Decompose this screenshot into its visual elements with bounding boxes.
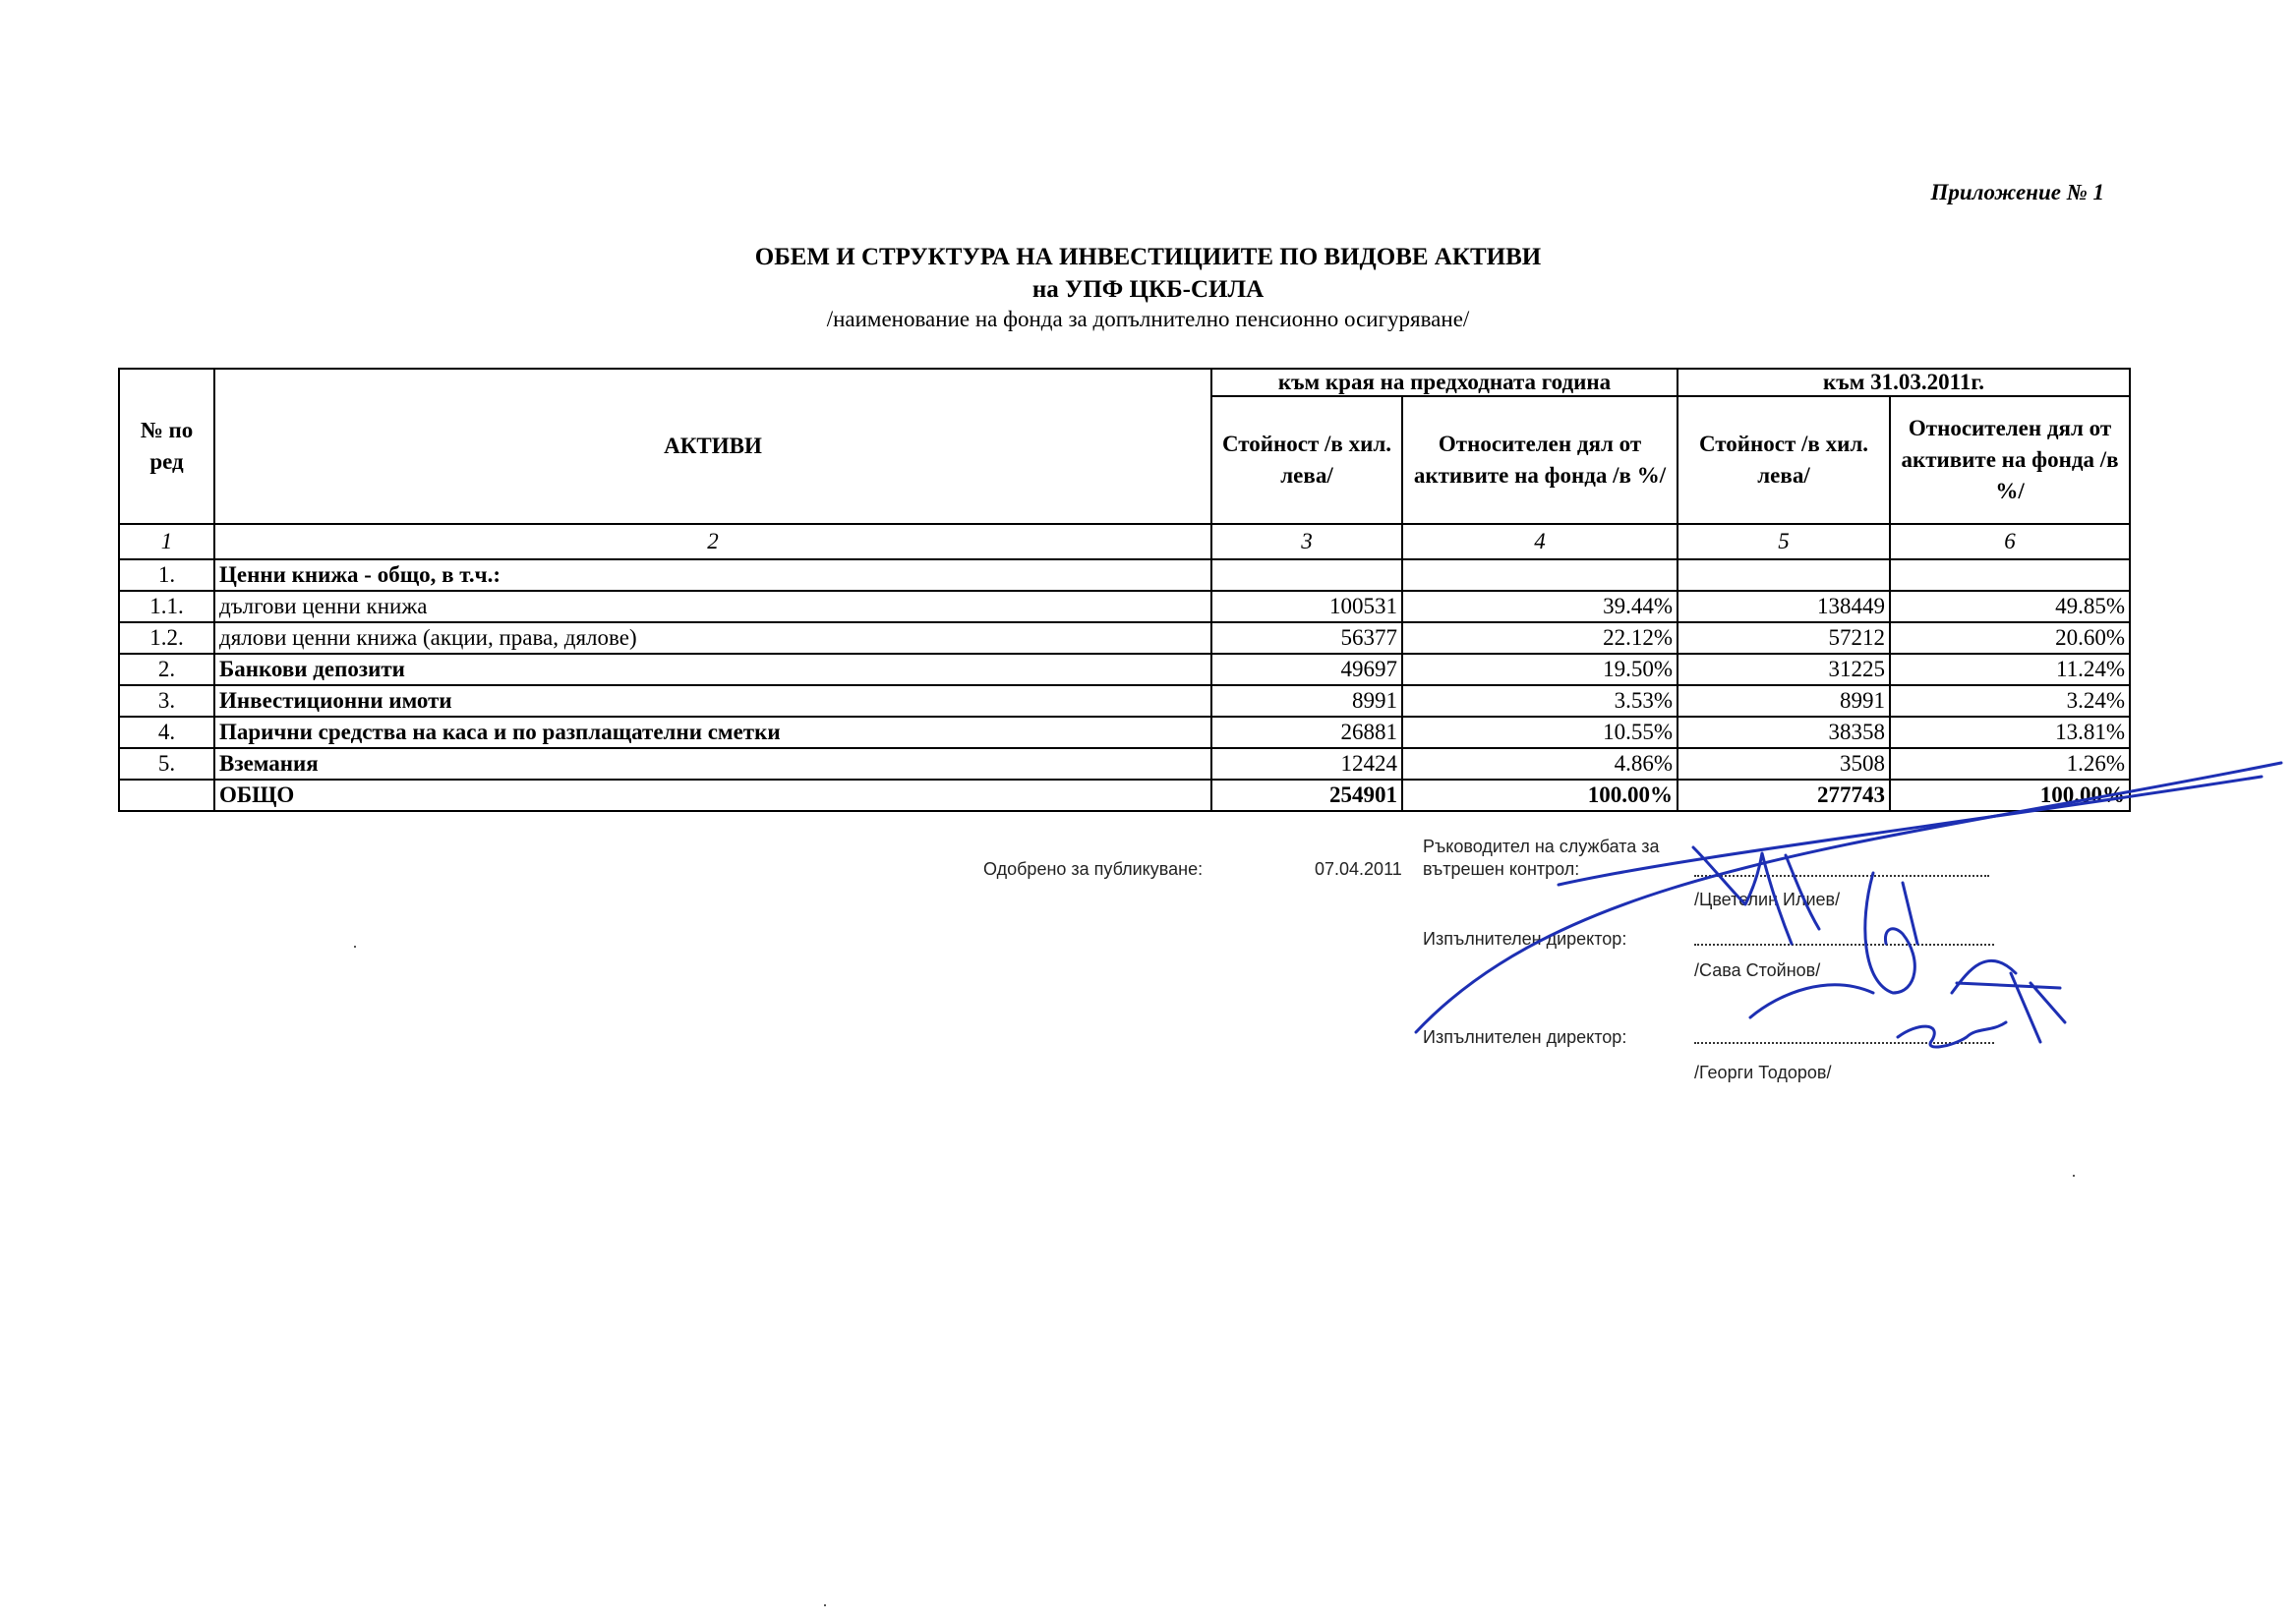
value-previous: 56377 xyxy=(1211,622,1402,654)
total-value-current: 277743 xyxy=(1678,780,1890,811)
asset-name: Инвестиционни имоти xyxy=(214,685,1211,717)
value-previous: 8991 xyxy=(1211,685,1402,717)
value-current: 31225 xyxy=(1678,654,1890,685)
fund-name-caption: /наименование на фонда за допълнително пенсионно осигуряване/ xyxy=(826,307,1470,331)
header-group-previous-year: към края на предходната година xyxy=(1211,369,1678,396)
approved-date: 07.04.2011 xyxy=(1315,859,1402,879)
executive-director-name: /Сава Стойнов/ xyxy=(1694,960,1821,980)
column-index: 1 xyxy=(119,524,214,559)
approved-label: Одобрено за публикуване: xyxy=(983,859,1204,879)
executive-director-name: /Георги Тодоров/ xyxy=(1694,1063,1832,1082)
row-number: 5. xyxy=(119,748,214,780)
value-current: 57212 xyxy=(1678,622,1890,654)
share-previous: 19.50% xyxy=(1402,654,1678,685)
column-index: 4 xyxy=(1402,524,1678,559)
total-share-previous: 100.00% xyxy=(1402,780,1678,811)
asset-name: Вземания xyxy=(214,748,1211,780)
signature-stroke xyxy=(1865,873,1917,993)
value-current: 8991 xyxy=(1678,685,1890,717)
header-value-previous: Стойност /в хил. лева/ xyxy=(1211,396,1402,524)
value-previous: 49697 xyxy=(1211,654,1402,685)
document-title: ОБЕМ И СТРУКТУРА НА ИНВЕСТИЦИИТЕ ПО ВИДОВЕ АКТИВИ xyxy=(754,244,1542,270)
header-assets: АКТИВИ xyxy=(214,369,1211,524)
value-previous: 26881 xyxy=(1211,717,1402,748)
row-number: 1. xyxy=(119,559,214,591)
row-number: 1.2. xyxy=(119,622,214,654)
row-number: 4. xyxy=(119,717,214,748)
share-previous: 3.53% xyxy=(1402,685,1678,717)
share-current: 11.24% xyxy=(1890,654,2130,685)
header-value-current: Стойност /в хил. лева/ xyxy=(1678,396,1890,524)
column-index: 2 xyxy=(214,524,1211,559)
asset-name: Парични средства на каса и по разплащателни сметки xyxy=(214,717,1211,748)
asset-name: Банкови депозити xyxy=(214,654,1211,685)
column-index: 3 xyxy=(1211,524,1402,559)
value-current: 138449 xyxy=(1678,591,1890,622)
asset-name: дялови ценни книжа (акции, права, дялове) xyxy=(214,622,1211,654)
header-row-number: № по ред xyxy=(119,369,214,524)
signature-stroke xyxy=(1952,960,2065,1042)
column-index: 5 xyxy=(1678,524,1890,559)
total-label: ОБЩО xyxy=(214,780,1211,811)
internal-control-name: /Цветелин Илиев/ xyxy=(1694,890,1841,909)
row-number: 2. xyxy=(119,654,214,685)
executive-director-label: Изпълнителен директор: xyxy=(1423,929,1627,949)
executive-director-label: Изпълнителен директор: xyxy=(1423,1027,1627,1047)
signature-stroke xyxy=(1750,985,2006,1047)
row-number: 3. xyxy=(119,685,214,717)
signature-stroke xyxy=(1693,847,1819,944)
share-current: 13.81% xyxy=(1890,717,2130,748)
value-previous: 12424 xyxy=(1211,748,1402,780)
share-current: 20.60% xyxy=(1890,622,2130,654)
share-current: 3.24% xyxy=(1890,685,2130,717)
internal-control-label-line2: вътрешен контрол: xyxy=(1423,859,1580,879)
row-number: 1.1. xyxy=(119,591,214,622)
share-current: 1.26% xyxy=(1890,748,2130,780)
share-previous: 39.44% xyxy=(1402,591,1678,622)
signature-stroke xyxy=(1416,763,2281,1032)
header-share-previous: Относителен дял от активите на фонда /в %/ xyxy=(1402,396,1678,524)
appendix-label: Приложение № 1 xyxy=(1930,180,2104,204)
asset-name: дългови ценни книжа xyxy=(214,591,1211,622)
asset-name: Ценни книжа - общо, в т.ч.: xyxy=(214,559,1211,591)
total-value-previous: 254901 xyxy=(1211,780,1402,811)
header-share-current: Относителен дял от активите на фонда /в %/ xyxy=(1890,396,2130,524)
share-previous: 22.12% xyxy=(1402,622,1678,654)
total-share-current: 100.00% xyxy=(1890,780,2130,811)
fund-name: на УПФ ЦКБ-СИЛА xyxy=(1031,276,1265,303)
value-current: 3508 xyxy=(1678,748,1890,780)
share-current: 49.85% xyxy=(1890,591,2130,622)
share-previous: 10.55% xyxy=(1402,717,1678,748)
column-index: 6 xyxy=(1890,524,2130,559)
value-current: 38358 xyxy=(1678,717,1890,748)
share-previous: 4.86% xyxy=(1402,748,1678,780)
value-previous: 100531 xyxy=(1211,591,1402,622)
internal-control-label-line1: Ръководител на службата за xyxy=(1423,837,1660,856)
header-group-current-date: към 31.03.2011г. xyxy=(1678,369,2130,396)
